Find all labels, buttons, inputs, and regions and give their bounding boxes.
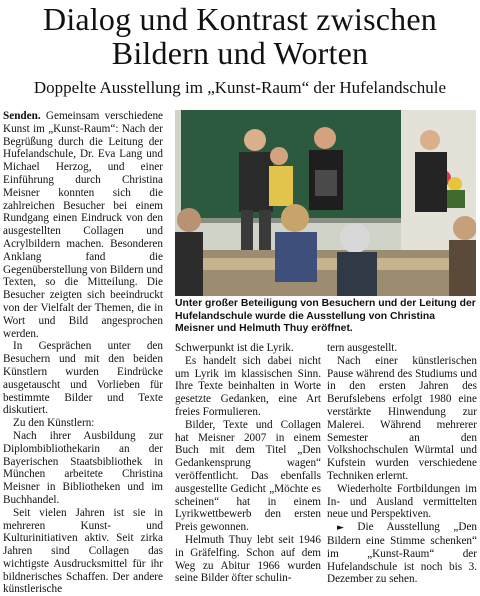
photo-caption: Unter großer Beteiligung von Besuchern und der Leitung der Hufelandschule wurde die Ausstellung von Christina Meisner und Helmuth Thuy eröffnet.: [175, 298, 476, 335]
paragraph-closing: [327, 521, 477, 586]
paragraph-text: Die Ausstellung „Den Bildern eine Stimme schenken“ im „Kunst-Raum“ der Hufelandschule ist noch bis 3. Dezember zu sehen.: [327, 521, 478, 586]
headline-line-1: Dialog und Kontrast zwischen: [43, 1, 437, 37]
headline-line-2: Bildern und Worten: [111, 35, 369, 71]
paragraph: Bilder, Texte und Collagen hat Meisner 2007 in einem Buch mit dem Titel „Den Gedankensprung wagen“ veröffentlicht. Das ebenfalls ausgestellte Gedicht „Möchte es scheinen“ hat in einem Lyrikwettbewerb den ersten Preis gewonnen.: [175, 418, 321, 534]
arrow-right-icon: ►: [337, 523, 344, 534]
paragraph: Es handelt sich dabei nicht um Lyrik im klassischen Sinn. Ihre Texte beinhalten in Worte gesetzte Gedanken, eine Art freies Formulieren.: [175, 354, 321, 418]
paragraph: Nach ihrer Ausbildung zur Diplombibliothekarin an der Bayerischen Staatsbibliothek in München arbeitete Christina Meisner in Bibliotheken und im Buchhandel.: [3, 429, 163, 506]
paragraph: Seit vielen Jahren ist sie in mehreren Kunst- und Kulturinitiativen aktiv. Seit zirka Jahren sind Collagen das wichtigste Ausdrucksmittel für ihr bildnerisches Schaffen. Der andere künstlerische: [3, 506, 163, 596]
photo-illustration: [175, 110, 476, 296]
column-3: [327, 342, 477, 586]
paragraph-intro: [3, 110, 163, 340]
paragraph: In Gesprächen unter den Besuchern und mit den beiden Künstlern wurden Eindrücke ausgetauscht und Vorlieben für bestimmte Bilder und Texte diskutiert.: [3, 340, 163, 417]
column-1: [3, 110, 163, 596]
paragraph: Helmuth Thuy lebt seit 1946 in Gräfelfing. Schon auf dem Weg zu Abitur 1966 wurden seine Bilder öfter schulin-: [175, 533, 321, 585]
subheadline: Doppelte Ausstellung im „Kunst-Raum“ der Hufelandschule: [33, 78, 447, 97]
paragraph: Nach einer künstlerischen Pause während des Studiums und in den ersten Jahren des Berufslebens erfolgt 1980 eine verstärkte Hinwendung zur Malerei. Während mehrerer Semester an den Volkshochschulen Würmtal und Kufstein wurden verschiedene Techniken erlernt.: [327, 354, 477, 482]
column-2: [175, 342, 321, 585]
paragraph: Schwerpunkt ist die Lyrik.: [175, 342, 294, 354]
paragraph: Wiederholte Fortbildungen im In- und Ausland vermittelten neue und Perspektiven.: [327, 482, 477, 521]
event-photo: [175, 110, 476, 296]
paragraph: tern ausgestellt.: [327, 342, 398, 354]
paragraph: Zu den Künstlern:: [13, 417, 95, 430]
paragraph-text: Gemeinsam verschiedene Kunst im „Kunst-Raum“: Nach der Begrüßung durch die Leitung der Hufelandschule, Dr. Eva Lang und Michael Herzog, und einer Einführung durch Christina Meisner konnten sich die zahlreichen Besucher bei einem Rundgang einen Eindruck von den ausgestellten Collagen und Acrylbildern machen. Besonderen Anklang fand die Gegenüberstellung von Bildern und Texten, so die Mitteilung. Die Besucher zeigten sich beeindruckt von der Vielfalt der Themen, die in Wort und Bild angesprochen werden.: [3, 110, 164, 340]
headline: [0, 2, 480, 70]
dateline: Senden.: [3, 110, 41, 122]
